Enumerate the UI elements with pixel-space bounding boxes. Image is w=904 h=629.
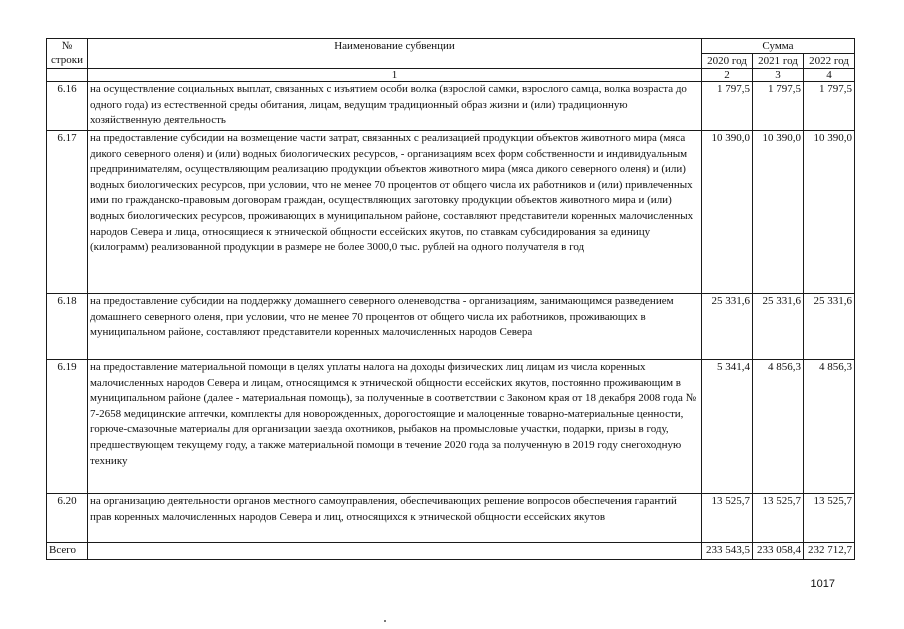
total-2021: 233 058,4 [753,543,804,560]
subvention-name: на предоставление материальной помощи в целях уплаты налога на доходы физических лиц лицам из числа коренных малочисленных народов Севера и лицам, относящимся к этнической общности ессейских якутов, постоянно проживающим в муниципальном районе (далее - материальная помощь), за полученные в соответствии с Законом края от 18 декабря 2008 года № 7-2658 медицинские аптечки, комплекты для новорожденных, дорогостоящие и малоценные товарно-материальные ценности, горюче-смазочные материалы для организации заезда охотников, рыбаков на промысловые участки, подарки, призы в году, предшествующем текущему году, а также материальной помощи в течение 2020 года за полученную в 2019 году снегоходную технику [88,360,702,494]
row-number-header: № строки [47,39,88,69]
table-row [47,131,855,294]
table-row [47,82,855,131]
column-index-2: 2 [702,69,753,82]
amount-2021: 1 797,5 [753,82,804,131]
year-2021-header: 2021 год [753,54,804,69]
column-index-row [47,69,855,82]
amount-2021: 10 390,0 [753,131,804,294]
row-number: 6.17 [47,131,88,294]
total-row [47,543,855,560]
header-row-top [47,39,855,54]
column-index-blank [47,69,88,82]
subvention-name: на предоставление субсидии на поддержку домашнего северного оленеводства - организациям, занимающимся разведением домашнего северного оленя, при условии, что не менее 70 процентов от общего числа их работников, проживающих в муниципальном районе, составляют представители коренных малочисленных народов Севера [88,294,702,360]
row-number: 6.18 [47,294,88,360]
year-2020-header: 2020 год [702,54,753,69]
total-2020: 233 543,5 [702,543,753,560]
subvention-name: на осуществление социальных выплат, связанных с изъятием особи волка (взрослой самки, взрослого самца, волка возраста до одного года) из естественной среды обитания, лицам, ведущим традиционный образ жизни и (или) традиционную хозяйственную деятельность [88,82,702,131]
row-number: 6.19 [47,360,88,494]
row-number: 6.20 [47,494,88,543]
amount-2021: 4 856,3 [753,360,804,494]
amount-2020: 1 797,5 [702,82,753,131]
amount-2022: 13 525,7 [804,494,855,543]
year-2022-header: 2022 год [804,54,855,69]
amount-2020: 5 341,4 [702,360,753,494]
amount-2022: 4 856,3 [804,360,855,494]
subvention-name: на предоставление субсидии на возмещение части затрат, связанных с реализацией продукции объектов животного мира (мяса дикого северного оленя) и (или) водных биологических ресурсов, - организациям всех форм собственности и индивидуальным предпринимателям, осуществляющим реализацию продукции объектов животного мира (мяса дикого северного оленя) и (или) водных биологических ресурсов, при условии, что не менее 70 процентов от общего числа их работников и (или) привлеченных ими по гражданско-правовым договорам граждан, осуществляющих заготовку продукции объектов животного мира и (или) водных биологических ресурсов, проживающих в муниципальном районе, составляют представители коренных малочисленных народов Севера и лица, относящиеся к этнической общности ессейских якутов, по ставкам субсидирования за единицу (килограмм) реализованной продукции в размере не более 3000,0 тыс. рублей на одного получателя в год [88,131,702,294]
table-row [47,360,855,494]
total-blank-cell [88,543,702,560]
amount-2022: 25 331,6 [804,294,855,360]
table-row [47,494,855,543]
sum-header: Сумма [702,39,855,54]
column-index-3: 3 [753,69,804,82]
amount-2022: 10 390,0 [804,131,855,294]
total-2022: 232 712,7 [804,543,855,560]
subvention-table [46,38,855,560]
subvention-name: на организацию деятельности органов местного самоуправления, обеспечивающих решение вопросов обеспечения гарантий прав коренных малочисленных народов Севера и лиц, относящихся к этнической общности ессейских якутов [88,494,702,543]
amount-2020: 25 331,6 [702,294,753,360]
amount-2020: 10 390,0 [702,131,753,294]
column-index-4: 4 [804,69,855,82]
amount-2020: 13 525,7 [702,494,753,543]
total-label: Всего [47,543,88,560]
row-number: 6.16 [47,82,88,131]
scan-speck [384,620,386,622]
page-number: 1017 [810,578,835,590]
column-index-1: 1 [88,69,702,82]
amount-2021: 13 525,7 [753,494,804,543]
subvention-name-header: Наименование субвенции [88,39,702,69]
amount-2022: 1 797,5 [804,82,855,131]
table-row [47,294,855,360]
amount-2021: 25 331,6 [753,294,804,360]
